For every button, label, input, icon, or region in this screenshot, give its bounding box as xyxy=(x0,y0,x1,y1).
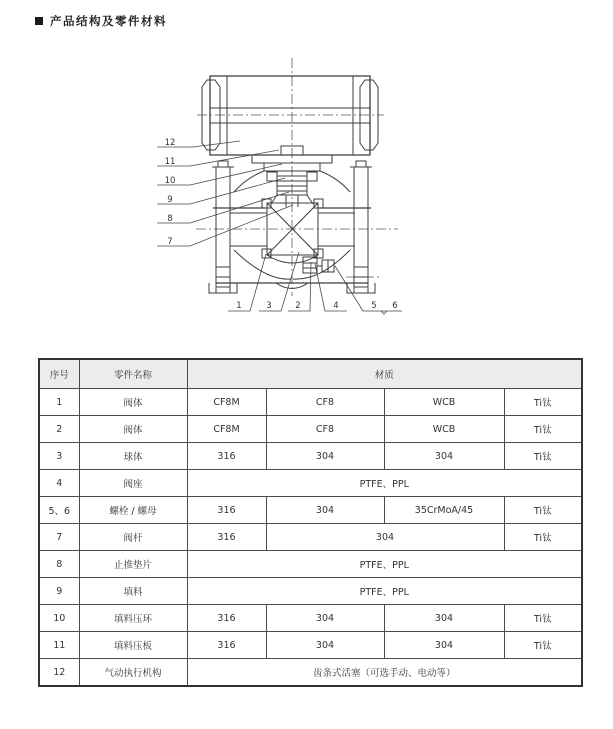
cell-material: 35CrMoA/45 xyxy=(384,497,504,524)
cell-material: PTFE、PPL xyxy=(187,578,582,605)
cell-no: 1 xyxy=(39,389,79,416)
header-cell-part: 零件名称 xyxy=(79,359,187,389)
table-row xyxy=(39,389,582,416)
cell-material: 304 xyxy=(266,443,384,470)
cell-material: 316 xyxy=(187,497,266,524)
cell-no: 11 xyxy=(39,632,79,659)
cell-material: 304 xyxy=(266,497,384,524)
cell-part-name: 填料压环 xyxy=(79,605,187,632)
callout-label-4: 4 xyxy=(333,301,339,311)
callout-label-2: 2 xyxy=(295,301,301,311)
cell-material: Ti钛 xyxy=(504,443,582,470)
callout-label-12: 12 xyxy=(164,138,176,148)
pneumatic-actuator xyxy=(202,76,378,155)
callout-label-8: 8 xyxy=(167,214,173,224)
cell-part-name: 球体 xyxy=(79,443,187,470)
header-cell-material: 材质 xyxy=(187,359,582,389)
parts-material-table xyxy=(38,358,583,687)
cell-part-name: 阀杆 xyxy=(79,524,187,551)
callout-labels-left xyxy=(165,138,176,247)
cell-part-name: 螺栓 / 螺母 xyxy=(79,497,187,524)
cell-material: WCB xyxy=(384,389,504,416)
parts-table-body xyxy=(39,389,582,687)
callout-label-5: 5 xyxy=(371,301,377,311)
cell-part-name: 气动执行机构 xyxy=(79,659,187,687)
table-row xyxy=(39,470,582,497)
cell-no: 5、6 xyxy=(39,497,79,524)
table-row xyxy=(39,659,582,687)
section-title-text: 产品结构及零件材料 xyxy=(50,14,167,28)
callout-label-9: 9 xyxy=(167,195,173,205)
header-cell-no: 序号 xyxy=(39,359,79,389)
callout-label-6: 6 xyxy=(392,301,398,311)
table-row xyxy=(39,524,582,551)
cell-material: 齿条式活塞（可选手动、电动等） xyxy=(187,659,582,687)
cell-material: 316 xyxy=(187,605,266,632)
cell-part-name: 填料 xyxy=(79,578,187,605)
cell-material: 304 xyxy=(384,605,504,632)
cell-part-name: 阀体 xyxy=(79,389,187,416)
cell-material: WCB xyxy=(384,416,504,443)
cell-no: 8 xyxy=(39,551,79,578)
callout-leaders-left xyxy=(157,141,293,246)
cell-material: Ti钛 xyxy=(504,524,582,551)
table-header-row xyxy=(39,359,582,389)
callout-label-11: 11 xyxy=(164,157,176,167)
cell-material: CF8M xyxy=(187,416,266,443)
callout-label-3: 3 xyxy=(266,301,272,311)
cell-no: 2 xyxy=(39,416,79,443)
cell-part-name: 止推垫片 xyxy=(79,551,187,578)
table-row xyxy=(39,551,582,578)
cell-part-name: 阀体 xyxy=(79,416,187,443)
table-row xyxy=(39,497,582,524)
cell-material: CF8 xyxy=(266,389,384,416)
table-row xyxy=(39,605,582,632)
cell-material: 304 xyxy=(384,632,504,659)
cell-material: Ti钛 xyxy=(504,389,582,416)
cell-material: Ti钛 xyxy=(504,632,582,659)
callout-label-7: 7 xyxy=(167,237,173,247)
callout-label-10: 10 xyxy=(164,176,176,186)
cell-material: 304 xyxy=(266,524,504,551)
cell-material: 316 xyxy=(187,524,266,551)
cell-no: 9 xyxy=(39,578,79,605)
cell-no: 10 xyxy=(39,605,79,632)
cell-part-name: 填料压板 xyxy=(79,632,187,659)
table-row xyxy=(39,416,582,443)
table-row xyxy=(39,632,582,659)
cell-material: Ti钛 xyxy=(504,605,582,632)
table-row xyxy=(39,578,582,605)
table-row xyxy=(39,443,582,470)
product-structure-drawing xyxy=(0,0,613,348)
cell-material: 316 xyxy=(187,632,266,659)
flange-left xyxy=(209,161,237,293)
cell-no: 12 xyxy=(39,659,79,687)
cell-material: Ti钛 xyxy=(504,416,582,443)
cell-material: 304 xyxy=(384,443,504,470)
callout-label-1: 1 xyxy=(236,301,242,311)
cell-part-name: 阀座 xyxy=(79,470,187,497)
cell-no: 4 xyxy=(39,470,79,497)
cell-no: 3 xyxy=(39,443,79,470)
cell-material: CF8M xyxy=(187,389,266,416)
cell-material: 316 xyxy=(187,443,266,470)
cell-material: 304 xyxy=(266,605,384,632)
flange-right xyxy=(347,161,375,293)
cell-no: 7 xyxy=(39,524,79,551)
cell-material: PTFE、PPL xyxy=(187,470,582,497)
cell-material: 304 xyxy=(266,632,384,659)
cell-material: CF8 xyxy=(266,416,384,443)
callout-labels-bottom xyxy=(236,301,397,311)
cell-material: Ti钛 xyxy=(504,497,582,524)
cell-material: PTFE、PPL xyxy=(187,551,582,578)
